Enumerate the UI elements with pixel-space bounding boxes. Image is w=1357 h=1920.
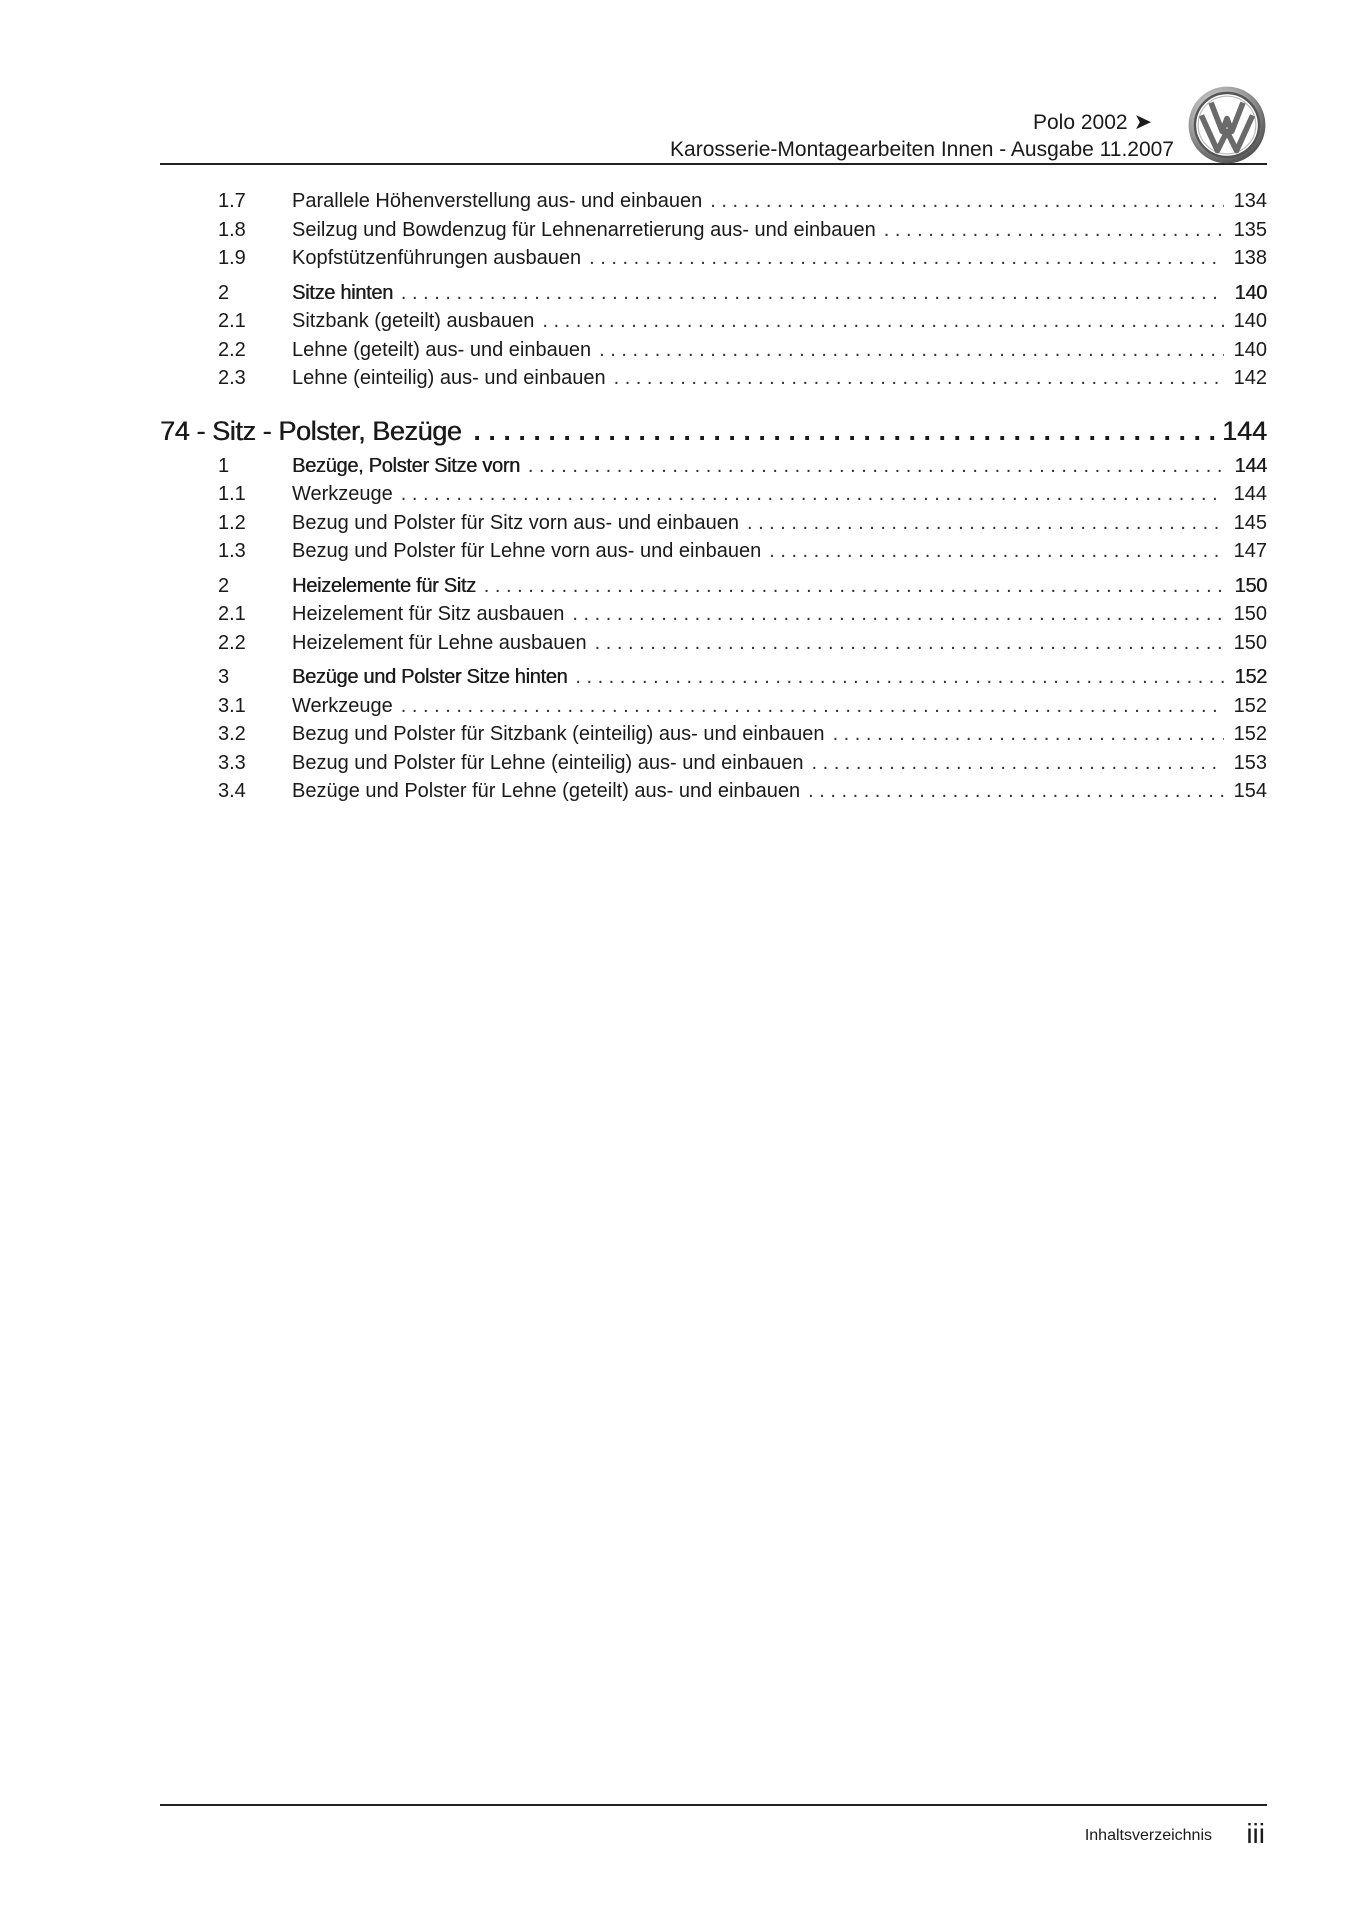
toc-page: 144 bbox=[1233, 483, 1267, 505]
toc-page: 134 bbox=[1233, 190, 1267, 212]
toc-page: 147 bbox=[1233, 540, 1267, 562]
toc-page: 150 bbox=[1233, 603, 1267, 625]
toc-row[interactable] bbox=[160, 540, 1267, 569]
header-title-text: Polo 2002 bbox=[1032, 111, 1128, 134]
toc-title: Lehne (einteilig) aus- und einbauen bbox=[292, 367, 606, 389]
header-divider bbox=[160, 163, 1267, 165]
toc-title: Bezug und Polster für Lehne (einteilig) aus- und einbauen bbox=[292, 751, 804, 774]
toc-number: 3.3 bbox=[218, 751, 246, 774]
toc-page: 152 bbox=[1233, 723, 1267, 745]
toc-chapter-row[interactable] bbox=[160, 416, 1267, 447]
toc-page: 138 bbox=[1233, 247, 1267, 269]
toc-row[interactable] bbox=[160, 219, 1267, 248]
toc-title: Bezüge und Polster für Lehne (geteilt) aus- und einbauen bbox=[292, 780, 801, 802]
toc-section-row[interactable] bbox=[160, 282, 1267, 311]
toc-page: 135 bbox=[1233, 218, 1267, 241]
toc-page: 142 bbox=[1233, 367, 1267, 389]
vw-logo-icon bbox=[1187, 85, 1267, 165]
toc-number: 3.4 bbox=[218, 780, 246, 802]
toc-number: 2.1 bbox=[218, 310, 246, 332]
toc-page: 153 bbox=[1233, 751, 1267, 774]
toc-row[interactable] bbox=[160, 310, 1267, 339]
toc-title: Heizelement für Sitz ausbauen bbox=[292, 603, 565, 625]
toc-number: 1 bbox=[218, 454, 230, 477]
toc-number: 1.1 bbox=[218, 483, 246, 505]
toc-title: Lehne (geteilt) aus- und einbauen bbox=[292, 338, 592, 361]
header-title bbox=[1033, 109, 1152, 135]
toc-title: Bezüge, Polster Sitze vorn bbox=[292, 454, 520, 477]
footer-divider bbox=[160, 1804, 1267, 1806]
toc-row[interactable] bbox=[160, 512, 1267, 541]
toc-number: 2 bbox=[218, 281, 230, 304]
toc-page: 140 bbox=[1234, 281, 1267, 304]
toc-page: 154 bbox=[1233, 780, 1267, 802]
toc-row[interactable] bbox=[160, 780, 1267, 809]
toc-number: 1.2 bbox=[218, 511, 246, 534]
page-header bbox=[160, 0, 1267, 165]
toc-number: 2.2 bbox=[218, 631, 246, 654]
toc-row[interactable] bbox=[160, 723, 1267, 752]
toc-number: 1.9 bbox=[218, 247, 246, 269]
footer-page-number: iii bbox=[1246, 1818, 1265, 1849]
toc-page: 150 bbox=[1234, 574, 1267, 597]
toc-row[interactable] bbox=[160, 603, 1267, 632]
toc-number: 3 bbox=[218, 666, 230, 688]
next-arrow-icon[interactable]: ➤ bbox=[1133, 109, 1152, 134]
toc-section-row[interactable] bbox=[160, 455, 1267, 484]
toc-number: 3.1 bbox=[218, 694, 246, 717]
toc-title: Bezug und Polster für Sitzbank (einteilig) aus- und einbauen bbox=[292, 723, 825, 745]
toc-row[interactable] bbox=[160, 483, 1267, 512]
toc-section-row[interactable] bbox=[160, 666, 1267, 695]
toc-title: Heizelemente für Sitz bbox=[292, 574, 476, 597]
toc-number: 2.3 bbox=[218, 367, 246, 389]
toc-title: Heizelement für Lehne ausbauen bbox=[292, 631, 587, 654]
header-subtitle: Karosserie-Montagearbeiten Innen - Ausgabe 11.2007 bbox=[670, 138, 1174, 161]
toc-title: Sitze hinten bbox=[292, 281, 393, 304]
toc-row[interactable] bbox=[160, 247, 1267, 276]
toc-title: Seilzug und Bowdenzug für Lehnenarretierung aus- und einbauen bbox=[292, 218, 876, 241]
toc-row[interactable] bbox=[160, 190, 1267, 219]
toc-number: 1.3 bbox=[218, 540, 246, 562]
toc-row[interactable] bbox=[160, 339, 1267, 368]
toc-title: Bezüge und Polster Sitze hinten bbox=[292, 666, 568, 688]
toc-title: Bezug und Polster für Lehne vorn aus- und einbauen bbox=[292, 540, 762, 562]
footer-label: Inhaltsverzeichnis bbox=[1084, 1827, 1212, 1844]
toc-row[interactable] bbox=[160, 752, 1267, 781]
toc-title: Werkzeuge bbox=[292, 483, 393, 505]
toc-row[interactable] bbox=[160, 695, 1267, 724]
toc-title: Parallele Höhenverstellung aus- und einbauen bbox=[292, 190, 703, 212]
toc-page: 145 bbox=[1233, 511, 1267, 534]
toc-title: Bezug und Polster für Sitz vorn aus- und einbauen bbox=[292, 511, 739, 534]
toc-section-row[interactable] bbox=[160, 575, 1267, 604]
toc-number: 2 bbox=[218, 574, 230, 597]
chapter-title: 74 - Sitz - Polster, Bezüge bbox=[160, 415, 462, 446]
toc-page: 144 bbox=[1234, 454, 1267, 477]
toc-row[interactable] bbox=[160, 632, 1267, 661]
toc-page: 140 bbox=[1233, 310, 1267, 332]
toc-number: 2.1 bbox=[218, 603, 246, 625]
toc-number: 3.2 bbox=[218, 723, 246, 745]
toc-row[interactable] bbox=[160, 367, 1267, 396]
toc-number: 1.7 bbox=[218, 190, 246, 212]
toc-title: Werkzeuge bbox=[292, 694, 393, 717]
toc-title: Kopfstützenführungen ausbauen bbox=[292, 247, 582, 269]
toc-page: 140 bbox=[1233, 338, 1267, 361]
toc-page: 152 bbox=[1233, 694, 1267, 717]
table-of-contents bbox=[160, 190, 1267, 809]
toc-number: 2.2 bbox=[218, 338, 246, 361]
toc-page: 152 bbox=[1234, 666, 1267, 688]
toc-number: 1.8 bbox=[218, 218, 246, 241]
toc-page: 150 bbox=[1233, 631, 1267, 654]
toc-title: Sitzbank (geteilt) ausbauen bbox=[292, 310, 535, 332]
chapter-page: 144 bbox=[1221, 415, 1267, 446]
